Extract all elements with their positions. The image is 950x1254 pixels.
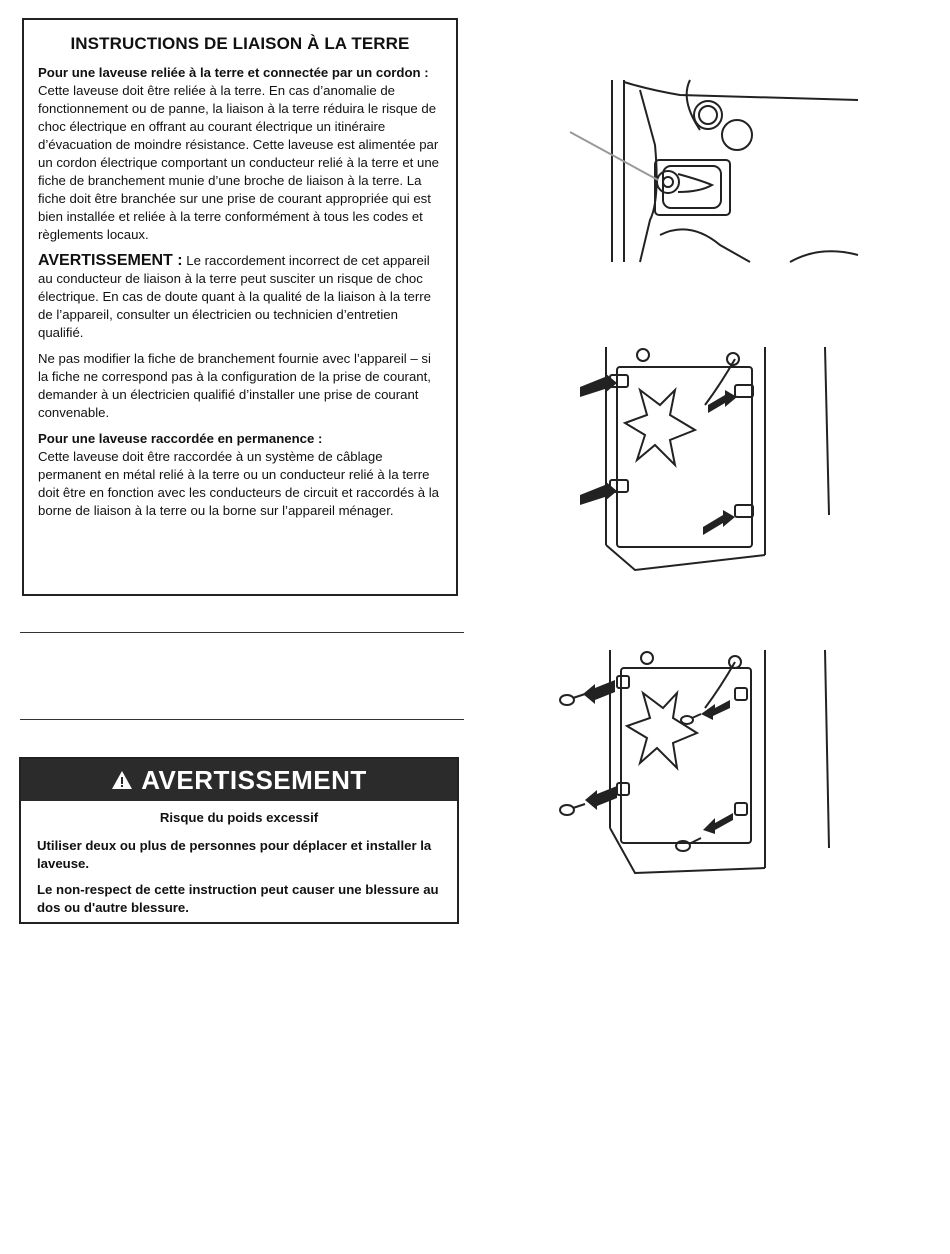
plug-text: Ne pas modifier la fiche de branchement fournie avec l’appareil – si la fiche ne correspond pas à la configuration de la prise de courant, demander à un électricien qualifié d’installer une prise de courant convenable. bbox=[38, 351, 431, 420]
shipping-bolts-illustration bbox=[575, 345, 840, 575]
grounding-warning-text: Le raccordement incorrect de cet appareil au conducteur de liaison à la terre peut susciter un risque de choc électrique. En cas de doute quant à la qualité de la liaison à la terre de l’appareil, consulter un électricien ou technicien d’entretien qualifié. bbox=[38, 253, 431, 340]
grounding-warning-paragraph bbox=[38, 252, 442, 342]
grounding-instructions-box bbox=[22, 18, 458, 596]
divider-bottom bbox=[20, 719, 464, 720]
ground-terminal-illustration bbox=[560, 70, 870, 265]
permanent-heading: Pour une laveuse raccordée en permanence : bbox=[38, 431, 323, 446]
weight-warning-header bbox=[21, 759, 457, 801]
corded-text: Cette laveuse doit être reliée à la terre. En cas d’anomalie de fonctionnement ou de panne, la liaison à la terre réduira le risque de choc électrique en offrant au courant électrique un itinéraire d’évacuation de moindre résistance. Cette laveuse est alimentée par un cordon électrique comportant un conducteur relié à la terre et une fiche de branchement munie d’une broche de liaison à la terre. La fiche doit être branchée sur une prise de courant appropriée qui est bien installée et reliée à la terre conformément à tous les codes et règlements locaux. bbox=[38, 83, 439, 242]
weight-warning-box bbox=[19, 757, 459, 924]
weight-warning-line2: Le non-respect de cette instruction peut causer une blessure au dos ou d'autre blessure. bbox=[37, 882, 439, 915]
weight-warning-line1: Utiliser deux ou plus de personnes pour déplacer et installer la laveuse. bbox=[37, 838, 432, 871]
grounding-title: INSTRUCTIONS DE LIAISON À LA TERRE bbox=[70, 34, 410, 53]
divider-top bbox=[20, 632, 464, 633]
warning-triangle-icon bbox=[111, 770, 133, 790]
corded-heading: Pour une laveuse reliée à la terre et connectée par un cordon : bbox=[38, 65, 429, 80]
grounding-warning-label: AVERTISSEMENT : bbox=[38, 252, 183, 269]
weight-warning-title: Risque du poids excessif bbox=[159, 810, 319, 825]
permanent-text: Cette laveuse doit être raccordée à un système de câblage permanent en métal relié à la terre ou un conducteur relié à la terre doit être en fonction avec les conducteurs de circuit et raccordés à la borne de liaison à la terre ou la borne sur l’appareil ménager. bbox=[38, 449, 439, 518]
weight-warning-header-text: AVERTISSEMENT bbox=[141, 764, 367, 795]
bolts-removed-illustration bbox=[555, 648, 840, 883]
